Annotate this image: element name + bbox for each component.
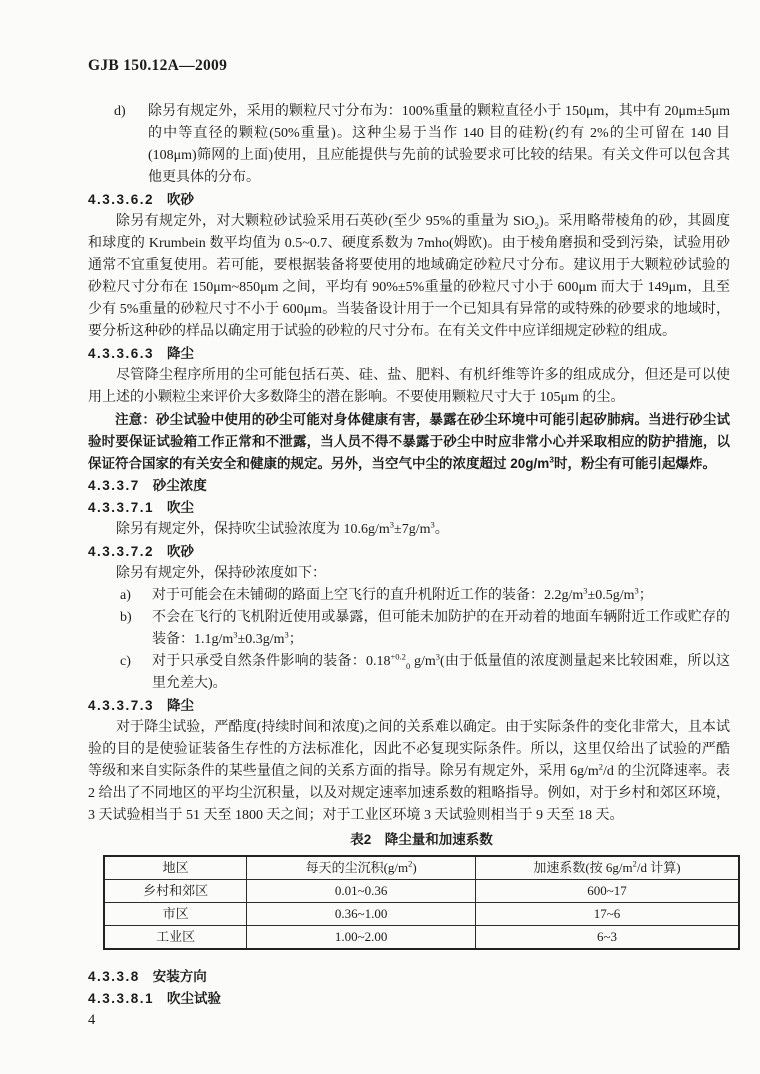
table-header-row bbox=[104, 856, 739, 880]
section-heading-installation bbox=[88, 966, 730, 988]
list-marker-c: c) bbox=[120, 654, 131, 669]
dust-table bbox=[103, 855, 740, 950]
section-heading-falling-dust-conc bbox=[88, 695, 730, 717]
section-heading-blowing-sand-conc bbox=[88, 541, 730, 563]
section-title: 砂尘浓度 bbox=[152, 478, 207, 493]
list-item-b bbox=[88, 607, 730, 651]
cell-region: 市区 bbox=[104, 903, 247, 926]
section-number: 4.3.3.6.3 bbox=[88, 346, 155, 361]
section-title: 吹尘试验 bbox=[167, 991, 222, 1006]
list-item-c-text: 对于只承受自然条件影响的装备：$0.18^{+0.2}_0$ $g/m^3$(由于低量值的浓度测量起来比较困难，所以这里允差大)。 bbox=[152, 651, 730, 691]
document-body bbox=[88, 101, 730, 1010]
list-item-a-text: 对于可能会在未铺砌的路面上空飞行的直升机附近工作的装备：$2.2g/m^3\pm 0.5g/m^3$； bbox=[152, 585, 653, 603]
section-heading-blowing-dust-test bbox=[88, 988, 730, 1010]
section-title: 降尘 bbox=[167, 346, 195, 361]
list-item-d-text: 除另有规定外，采用的颗粒尺寸分布为：100%重量的颗粒直径小于 150μm，其中有 20μm±5μm 的中等直径的颗粒(50%重量)。这种尘易于当作 140 目的硅粉(约有 2%的尘可留在 140 目 (108μm)筛网的上面)使用，且应能提供与先前的试验要求可比较的结果。有关文件可以包含其他更具体的分布。 bbox=[148, 104, 730, 185]
table-2-block bbox=[103, 830, 740, 950]
column-header-region: 地区 bbox=[104, 856, 247, 880]
list-item-a bbox=[88, 585, 730, 607]
table-row bbox=[104, 926, 739, 950]
column-header-factor: 加速系数(按 $6g/m^2/d$ 计算) bbox=[475, 856, 739, 880]
list-item-b-text: 不会在飞行的飞机附近使用或暴露，但可能未加防护的在开动着的地面车辆附近工作或贮存的装备：$1.1g/m^3\pm 0.3g/m^3$； bbox=[152, 610, 730, 647]
paragraph-sand-conc-intro: 除另有规定外，保持砂浓度如下： bbox=[116, 566, 326, 581]
note-paragraph: 注意：砂尘试验中使用的砂尘可能对身体健康有害，暴露在砂尘环境中可能引起矽肺病。当进行砂尘试验时要保证试验箱工作正常和不泄露，当人员不得不暴露于砂尘中时应非常小心并采取相应的防护措施，以保证符合国家的有关安全和健康的规定。另外，当空气中尘的浓度超过 $20g/m^3$时，粉尘有可能引起爆炸。 bbox=[88, 412, 730, 471]
section-heading-falling-dust bbox=[88, 343, 730, 365]
cell-deposition: 0.01~0.36 bbox=[247, 880, 476, 903]
section-title: 降尘 bbox=[167, 698, 195, 713]
section-number: 4.3.3.7.1 bbox=[88, 500, 155, 515]
doc-number: GJB 150.12A—2009 bbox=[88, 57, 228, 74]
section-title: 吹砂 bbox=[167, 544, 195, 559]
section-title: 安装方向 bbox=[152, 969, 207, 984]
list-item-d bbox=[88, 101, 730, 189]
table-row bbox=[104, 903, 739, 926]
cell-factor: 6~3 bbox=[475, 926, 739, 950]
section-heading-blowing-dust-conc bbox=[88, 497, 730, 519]
paragraph-blowing-dust-conc: 除另有规定外，保持吹尘试验浓度为 $10.6g/m^3\pm 7g/m^3$。 bbox=[116, 519, 449, 537]
section-title: 吹砂 bbox=[167, 192, 195, 207]
cell-deposition: 0.36~1.00 bbox=[247, 903, 476, 926]
list-marker-b: b) bbox=[120, 610, 132, 625]
section-number: 4.3.3.8.1 bbox=[88, 991, 155, 1006]
section-number: 4.3.3.8 bbox=[88, 969, 140, 984]
section-heading-blowing-sand bbox=[88, 189, 730, 211]
section-number: 4.3.3.7.2 bbox=[88, 544, 155, 559]
page-number: 4 bbox=[88, 1012, 96, 1028]
paragraph-blowing-sand: 除另有规定外，对大颗粒砂试验采用石英砂(至少 95%的重量为 SiO$_2$)。采用略带棱角的砂，其圆度和球度的 Krumbein 数平均值为 0.5~0.7、硬度系数为 7mho(姆欧)。由于棱角磨损和受到污染，试验用砂通常不宜重复使用。若可能，要根据装备将要使用的地域确定砂粒尺寸分布。建议用于大颗粒砂试验的砂粒尺寸分布在 150μm~850μm 之间，平均有 90%±5%重量的砂粒尺寸小于 600μm 而大于 149μm，且至少有 5%重量的砂粒尺寸不小于 600μm。当装备设计用于一个已知具有异常的或特殊的砂要求的地域时，要分析这种砂的样品以确定用于试验的砂粒的尺寸分布。在有关文件中应详细规定砂粒的组成。 bbox=[88, 214, 731, 339]
section-number: 4.3.3.6.2 bbox=[88, 192, 155, 207]
list-marker-a: a) bbox=[120, 588, 131, 603]
table-row bbox=[104, 880, 739, 903]
table-caption: 表2 降尘量和加速系数 bbox=[350, 832, 493, 847]
cell-factor: 17~6 bbox=[475, 903, 739, 926]
section-number: 4.3.3.7.3 bbox=[88, 698, 155, 713]
list-item-c bbox=[88, 651, 730, 695]
paragraph-falling-dust-conc: 对于降尘试验，严酷度(持续时间和浓度)之间的关系难以确定。由于实际条件的变化非常大，且本试验的目的是使验证装备生存性的方法标准化，因此不必复现实际条件。所以，这里仅给出了试验的严酷等级和来自实际条件的某些量值之间的关系方面的指导。除另有规定外，采用 $6g/m^2/d$ 的尘沉降速率。表 2 给出了不同地区的平均尘沉积量，以及对规定速率加速系数的粗略指导。例如，对于乡村和郊区环境，3 天试验相当于 51 天至 1800 天之间；对于工业区环境 3 天试验则相当于 9 天至 18 天。 bbox=[88, 720, 731, 823]
section-number: 4.3.3.7 bbox=[88, 478, 140, 493]
cell-deposition: 1.00~2.00 bbox=[247, 926, 476, 950]
paragraph-falling-dust: 尽管降尘程序所用的尘可能包括石英、硅、盐、肥料、有机纤维等许多的组成成分，但还是可以使用上述的小颗粒尘来评价大多数降尘的潜在影响。不要使用颗粒尺寸大于 105μm 的尘。 bbox=[88, 368, 730, 405]
section-heading-concentration bbox=[88, 475, 730, 497]
list-marker-d: d) bbox=[114, 104, 126, 119]
column-header-deposition: 每天的尘沉积$(g/m^2)$ bbox=[247, 856, 476, 880]
section-title: 吹尘 bbox=[167, 500, 195, 515]
cell-region: 工业区 bbox=[104, 926, 247, 950]
cell-factor: 600~17 bbox=[475, 880, 739, 903]
cell-region: 乡村和郊区 bbox=[104, 880, 247, 903]
